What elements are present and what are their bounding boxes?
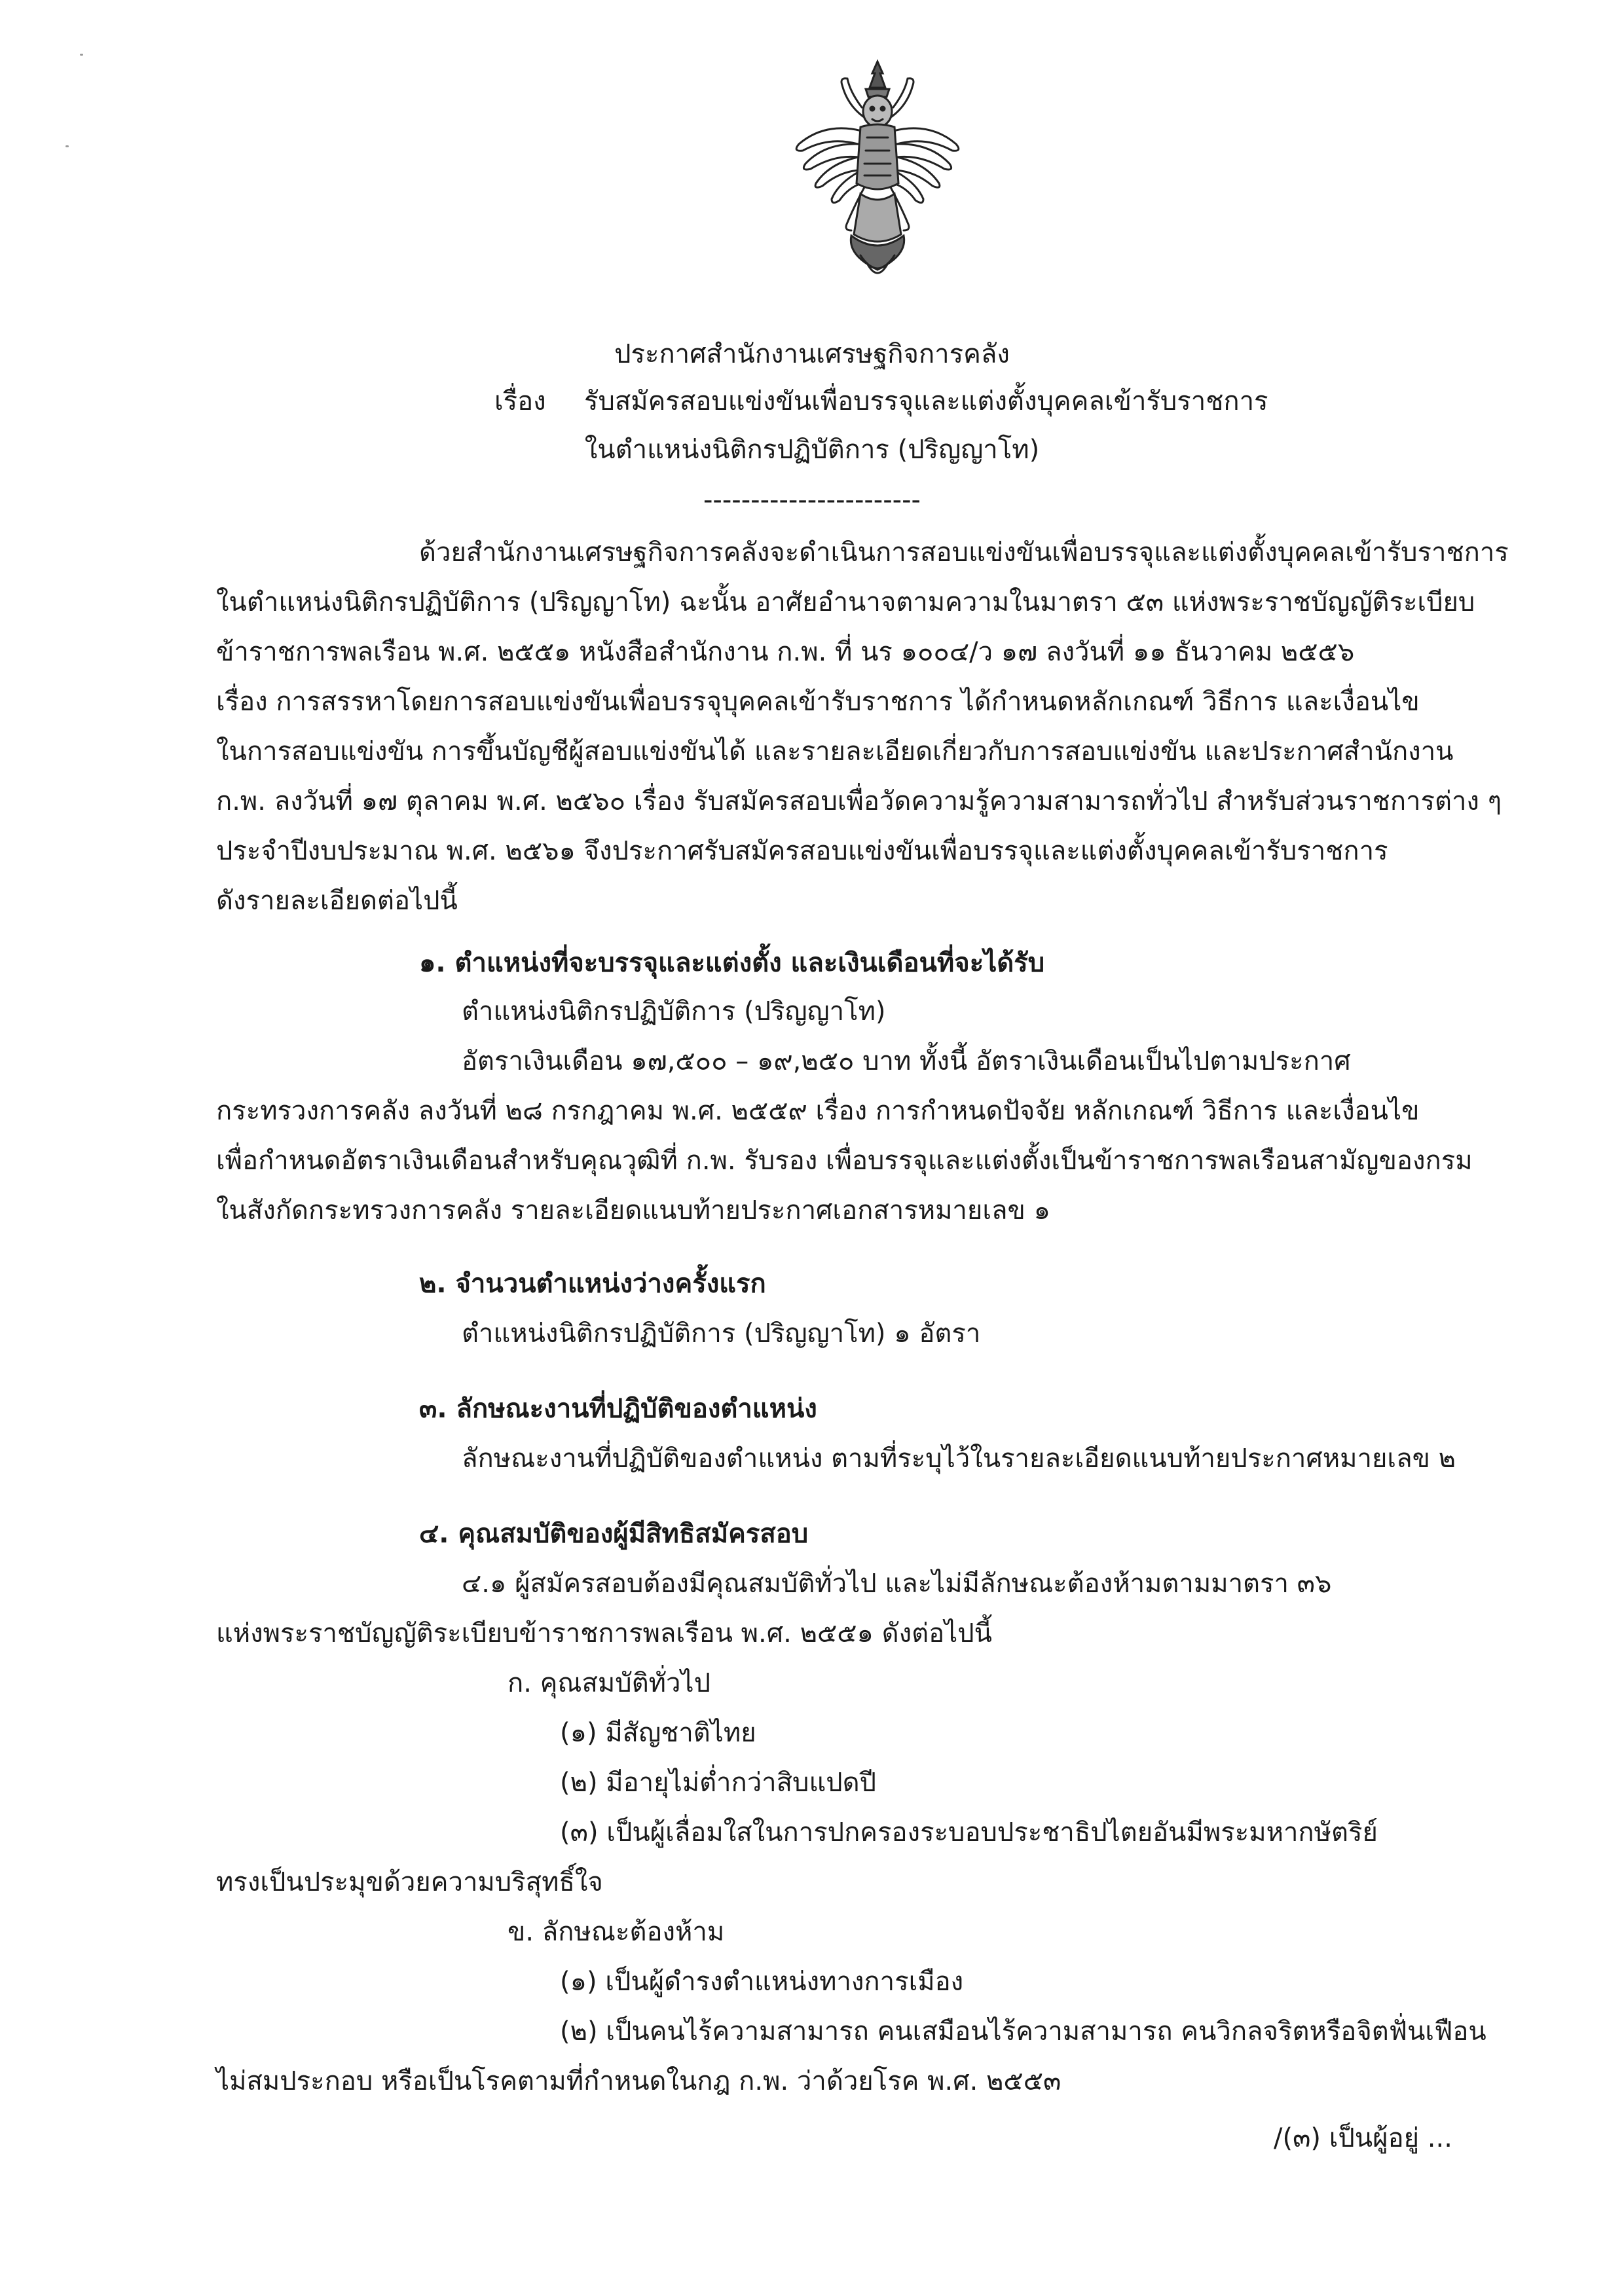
section-4-item: (๑) มีสัญชาติไทย	[560, 1718, 756, 1748]
section-4-line: ไม่สมประกอบ หรือเป็นโรคตามที่กำหนดในกฎ ก.พ. ว่าด้วยโรค พ.ศ. ๒๕๕๓	[216, 2066, 1061, 2096]
section-1-line: ตำแหน่งนิติกรปฏิบัติการ (ปริญญาโท)	[462, 996, 886, 1027]
section-4-line: ๔.๑ ผู้สมัครสอบต้องมีคุณสมบัติทั่วไป และไม่มีลักษณะต้องห้ามตามมาตรา ๓๖	[462, 1569, 1332, 1599]
section-1-line: อัตราเงินเดือน ๑๗,๕๐๐ – ๑๙,๒๕๐ บาท ทั้งนี้ อัตราเงินเดือนเป็นไปตามประกาศ	[462, 1046, 1351, 1076]
subject-line-2: ในตำแหน่งนิติกรปฏิบัติการ (ปริญญาโท)	[584, 435, 1040, 465]
section-2-heading: ๒. จำนวนตำแหน่งว่างครั้งแรก	[419, 1269, 766, 1299]
section-4-item: (๒) มีอายุไม่ต่ำกว่าสิบแปดปี	[560, 1768, 876, 1798]
intro-line: ดังรายละเอียดต่อไปนี้	[216, 886, 458, 916]
intro-line: ด้วยสำนักงานเศรษฐกิจการคลังจะดำเนินการสอบแข่งขันเพื่อบรรจุและแต่งตั้งบุคคลเข้ารับราชการ	[419, 538, 1509, 568]
intro-line: ประจำปีงบประมาณ พ.ศ. ๒๕๖๑ จึงประกาศรับสมัครสอบแข่งขันเพื่อบรรจุและแต่งตั้งบุคคลเข้ารับราชการ	[216, 836, 1388, 866]
page-continuation: /(๓) เป็นผู้อยู่ ...	[1274, 2123, 1452, 2153]
section-4-item: (๓) เป็นผู้เลื่อมใสในการปกครองระบอบประชาธิปไตยอันมีพระมหากษัตริย์	[560, 1817, 1378, 1848]
intro-line: เรื่อง การสรรหาโดยการสอบแข่งขันเพื่อบรรจุบุคคลเข้ารับราชการ ได้กำหนดหลักเกณฑ์ วิธีการ และเงื่อนไข	[216, 687, 1420, 717]
subject-text: รับสมัครสอบแข่งขันเพื่อบรรจุและแต่งตั้งบุคคลเข้ารับราชการ	[584, 386, 1268, 416]
announcement-title: ประกาศสำนักงานเศรษฐกิจการคลัง	[614, 339, 1010, 369]
intro-line: ก.พ. ลงวันที่ ๑๗ ตุลาคม พ.ศ. ๒๕๖๐ เรื่อง รับสมัครสอบเพื่อวัดความรู้ความสามารถทั่วไป สำหรับส่วนราชการต่าง ๆ	[216, 786, 1502, 816]
section-4-line: ทรงเป็นประมุขด้วยความบริสุทธิ์ใจ	[216, 1867, 603, 1897]
subject-label: เรื่อง	[494, 386, 546, 416]
section-3-heading: ๓. ลักษณะงานที่ปฏิบัติของตำแหน่ง	[419, 1394, 817, 1424]
scan-speck	[65, 145, 69, 147]
section-1-heading: ๑. ตำแหน่งที่จะบรรจุและแต่งตั้ง และเงินเดือนที่จะได้รับ	[419, 948, 1045, 978]
section-4-subheading: ข. ลักษณะต้องห้าม	[507, 1917, 725, 1947]
intro-line: ในการสอบแข่งขัน การขึ้นบัญชีผู้สอบแข่งขันได้ และรายละเอียดเกี่ยวกับการสอบแข่งขัน และประกาศสำนักงาน	[216, 737, 1454, 767]
garuda-emblem-icon	[779, 59, 976, 285]
intro-line: ข้าราชการพลเรือน พ.ศ. ๒๕๕๑ หนังสือสำนักงาน ก.พ. ที่ นร ๑๐๐๔/ว ๑๗ ลงวันที่ ๑๑ ธันวาคม ๒๕๕๖	[216, 637, 1355, 667]
intro-line: ในตำแหน่งนิติกรปฏิบัติการ (ปริญญาโท) ฉะนั้น อาศัยอำนาจตามความในมาตรา ๕๓ แห่งพระราชบัญญัติระเบียบ	[216, 587, 1475, 617]
section-3-line: ลักษณะงานที่ปฏิบัติของตำแหน่ง ตามที่ระบุไว้ในรายละเอียดแนบท้ายประกาศหมายเลข ๒	[462, 1444, 1456, 1474]
title-divider: -----------------------	[703, 485, 921, 515]
section-1-line: กระทรวงการคลัง ลงวันที่ ๒๘ กรกฎาคม พ.ศ. ๒๕๕๙ เรื่อง การกำหนดปัจจัย หลักเกณฑ์ วิธีการ และเงื่อนไข	[216, 1096, 1420, 1126]
section-1-line: ในสังกัดกระทรวงการคลัง รายละเอียดแนบท้ายประกาศเอกสารหมายเลข ๑	[216, 1195, 1050, 1226]
section-4-line: แห่งพระราชบัญญัติระเบียบข้าราชการพลเรือน พ.ศ. ๒๕๕๑ ดังต่อไปนี้	[216, 1618, 992, 1649]
section-4-item: (๒) เป็นคนไร้ความสามารถ คนเสมือนไร้ความสามารถ คนวิกลจริตหรือจิตฟั่นเฟือน	[560, 2016, 1486, 2047]
section-1-line: เพื่อกำหนดอัตราเงินเดือนสำหรับคุณวุฒิที่ ก.พ. รับรอง เพื่อบรรจุและแต่งตั้งเป็นข้าราชการพลเรือนสามัญของกรม	[216, 1146, 1473, 1176]
section-4-heading: ๔. คุณสมบัติของผู้มีสิทธิสมัครสอบ	[419, 1519, 809, 1549]
section-4-subheading: ก. คุณสมบัติทั่วไป	[507, 1668, 710, 1698]
section-2-line: ตำแหน่งนิติกรปฏิบัติการ (ปริญญาโท) ๑ อัตรา	[462, 1319, 981, 1349]
section-4-item: (๑) เป็นผู้ดำรงตำแหน่งทางการเมือง	[560, 1967, 964, 1997]
scan-speck	[80, 54, 83, 56]
